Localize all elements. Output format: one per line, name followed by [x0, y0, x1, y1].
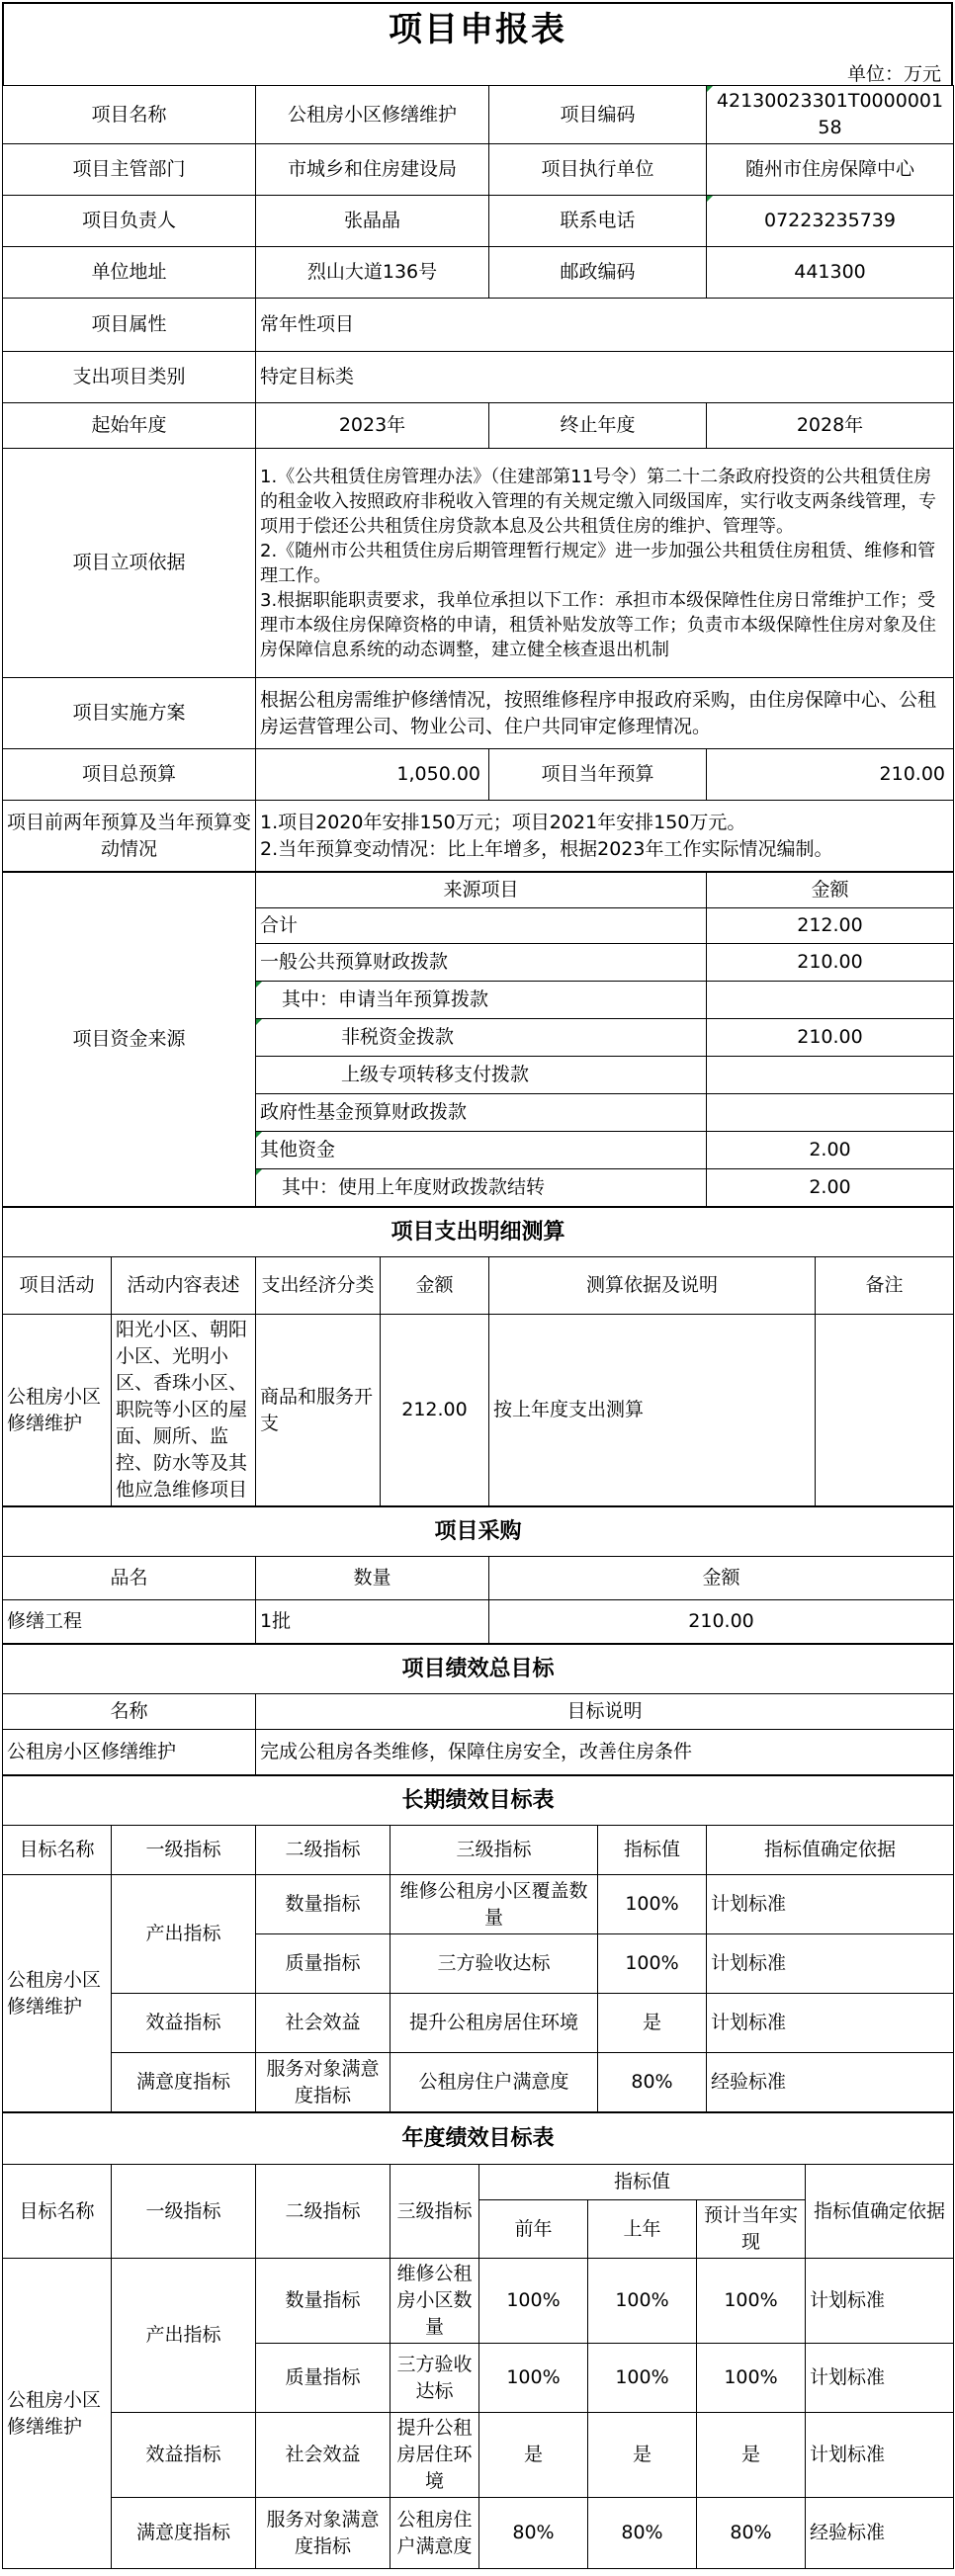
- expense-head: 项目活动: [3, 1257, 112, 1315]
- annual-v2: 是: [588, 2413, 697, 2498]
- funding-head-source: 来源项目: [256, 873, 707, 908]
- perf-head-desc: 目标说明: [256, 1694, 954, 1730]
- annual-l3: 维修公租房小区数量: [391, 2259, 479, 2344]
- dept-label: 项目主管部门: [3, 144, 256, 196]
- zip-label: 邮政编码: [489, 247, 707, 299]
- unit-label: 单位：万元: [846, 63, 941, 85]
- funding-row-amount: [707, 982, 954, 1019]
- start-value: 2023年: [256, 403, 489, 449]
- current-value: 210.00: [707, 749, 954, 801]
- plan-label: 项目实施方案: [3, 678, 256, 749]
- expense-content: 阳光小区、朝阳小区、光明小区、香珠小区、职院等小区的屋面、厕所、监控、防水等及其他应急维修项目: [112, 1315, 256, 1506]
- annual-l1-benefit: 效益指标: [112, 2413, 256, 2498]
- current-label: 项目当年预算: [489, 749, 707, 801]
- project-declaration-form: [2, 2, 953, 2569]
- longterm-l2: 质量指标: [256, 1934, 391, 1994]
- annual-subhead: 上年: [588, 2200, 697, 2259]
- annual-table: [2, 2112, 954, 2569]
- expense-title: 项目支出明细测算: [3, 1208, 954, 1257]
- funding-row-amount: 2.00: [707, 1132, 954, 1169]
- longterm-table: [2, 1775, 954, 2112]
- longterm-basis: 经验标准: [707, 2053, 954, 2112]
- perf-desc: 完成公租房各类维修，保障住房安全，改善住房条件: [256, 1730, 954, 1775]
- name-value: 公租房小区修缮维护: [256, 86, 489, 144]
- attr-label: 项目属性: [3, 299, 256, 352]
- longterm-goal: 公租房小区修缮维护: [3, 1875, 112, 2112]
- longterm-head: 目标名称: [3, 1826, 112, 1875]
- change-label: 项目前两年预算及当年预算变动情况: [3, 801, 256, 872]
- funding-label: 项目资金来源: [3, 873, 256, 1207]
- longterm-l1-benefit: 效益指标: [112, 1994, 256, 2053]
- annual-l1-satisfy: 满意度指标: [112, 2498, 256, 2569]
- annual-head: 一级指标: [112, 2165, 256, 2259]
- annual-l3: 提升公租房居住环境: [391, 2413, 479, 2498]
- funding-row-name: 一般公共预算财政拨款: [256, 944, 707, 982]
- annual-v1: 是: [479, 2413, 588, 2498]
- code-value: 42130023301T000000158: [707, 86, 954, 144]
- perf-name: 公租房小区修缮维护: [3, 1730, 256, 1775]
- type-value: 特定目标类: [256, 352, 954, 403]
- funding-row-name: 合计: [256, 908, 707, 944]
- longterm-l2: 数量指标: [256, 1875, 391, 1934]
- expense-econ: 商品和服务开支: [256, 1315, 381, 1506]
- annual-v3: 是: [697, 2413, 806, 2498]
- start-label: 起始年度: [3, 403, 256, 449]
- basic-info-table: [2, 85, 954, 872]
- expense-note: [816, 1315, 954, 1506]
- code-label: 项目编码: [489, 86, 707, 144]
- longterm-title: 长期绩效目标表: [3, 1776, 954, 1826]
- annual-l2: 质量指标: [256, 2344, 391, 2413]
- longterm-head: 二级指标: [256, 1826, 391, 1875]
- annual-head: 二级指标: [256, 2165, 391, 2259]
- total-value: 1,050.00: [256, 749, 489, 801]
- annual-basis: 经验标准: [806, 2498, 954, 2569]
- annual-subhead: 预计当年实现: [697, 2200, 806, 2259]
- longterm-l2: 社会效益: [256, 1994, 391, 2053]
- annual-v3: 80%: [697, 2498, 806, 2569]
- leader-value: 张晶晶: [256, 196, 489, 247]
- longterm-head: 三级指标: [391, 1826, 598, 1875]
- annual-head: 目标名称: [3, 2165, 112, 2259]
- funding-row-name: 其中：申请当年预算拨款: [256, 982, 707, 1019]
- annual-l2: 服务对象满意度指标: [256, 2498, 391, 2569]
- end-value: 2028年: [707, 403, 954, 449]
- zip-value: 441300: [707, 247, 954, 299]
- annual-head: 指标值: [479, 2165, 806, 2200]
- longterm-value: 80%: [598, 2053, 707, 2112]
- annual-goal: 公租房小区修缮维护: [3, 2259, 112, 2569]
- annual-title: 年度绩效目标表: [3, 2113, 954, 2165]
- funding-table: [2, 872, 954, 1207]
- annual-v3: 100%: [697, 2259, 806, 2344]
- type-label: 支出项目类别: [3, 352, 256, 403]
- longterm-l3: 维修公租房小区覆盖数量: [391, 1875, 598, 1934]
- expense-amount: 212.00: [381, 1315, 489, 1506]
- annual-v2: 80%: [588, 2498, 697, 2569]
- procure-title: 项目采购: [3, 1507, 954, 1557]
- longterm-value: 是: [598, 1994, 707, 2053]
- annual-subhead: 前年: [479, 2200, 588, 2259]
- expense-head: 金额: [381, 1257, 489, 1315]
- phone-label: 联系电话: [489, 196, 707, 247]
- longterm-basis: 计划标准: [707, 1934, 954, 1994]
- procure-head: 数量: [256, 1557, 489, 1600]
- exec-label: 项目执行单位: [489, 144, 707, 196]
- phone-value: 07223235739: [707, 196, 954, 247]
- funding-row-amount: 210.00: [707, 944, 954, 982]
- annual-l2: 数量指标: [256, 2259, 391, 2344]
- annual-basis: 计划标准: [806, 2344, 954, 2413]
- annual-head: 指标值确定依据: [806, 2165, 954, 2259]
- funding-row-amount: 2.00: [707, 1169, 954, 1207]
- form-title: 项目申报表: [2, 2, 953, 55]
- longterm-head: 一级指标: [112, 1826, 256, 1875]
- expense-head: 支出经济分类: [256, 1257, 381, 1315]
- procure-item: 修缮工程: [3, 1600, 256, 1644]
- end-label: 终止年度: [489, 403, 707, 449]
- longterm-l2: 服务对象满意度指标: [256, 2053, 391, 2112]
- procure-head: 金额: [489, 1557, 954, 1600]
- perf-head-name: 名称: [3, 1694, 256, 1730]
- longterm-l1-output: 产出指标: [112, 1875, 256, 1994]
- procure-qty: 1批: [256, 1600, 489, 1644]
- annual-l3: 公租房住户满意度: [391, 2498, 479, 2569]
- longterm-l1-satisfy: 满意度指标: [112, 2053, 256, 2112]
- longterm-value: 100%: [598, 1934, 707, 1994]
- plan-text: 根据公租房需维护修缮情况，按照维修程序申报政府采购，由住房保障中心、公租房运营管理公司、物业公司、住户共同审定修理情况。: [256, 678, 954, 749]
- addr-value: 烈山大道136号: [256, 247, 489, 299]
- annual-basis: 计划标准: [806, 2259, 954, 2344]
- unit-row: [2, 55, 953, 85]
- addr-label: 单位地址: [3, 247, 256, 299]
- funding-row-name: 非税资金拨款: [256, 1019, 707, 1057]
- annual-v1: 80%: [479, 2498, 588, 2569]
- dept-value: 市城乡和住房建设局: [256, 144, 489, 196]
- basis-label: 项目立项依据: [3, 449, 256, 678]
- expense-head: 备注: [816, 1257, 954, 1315]
- perf-title: 项目绩效总目标: [3, 1645, 954, 1694]
- funding-row-name: 政府性基金预算财政拨款: [256, 1094, 707, 1132]
- longterm-l3: 三方验收达标: [391, 1934, 598, 1994]
- annual-l3: 三方验收达标: [391, 2344, 479, 2413]
- annual-l1-output: 产出指标: [112, 2259, 256, 2413]
- annual-head: 三级指标: [391, 2165, 479, 2259]
- longterm-l3: 提升公租房居住环境: [391, 1994, 598, 2053]
- expense-table: [2, 1207, 954, 1506]
- funding-row-amount: [707, 1057, 954, 1094]
- funding-row-name: 上级专项转移支付拨款: [256, 1057, 707, 1094]
- longterm-head: 指标值确定依据: [707, 1826, 954, 1875]
- expense-head: 活动内容表述: [112, 1257, 256, 1315]
- procure-head: 品名: [3, 1557, 256, 1600]
- funding-row-amount: [707, 1094, 954, 1132]
- exec-value: 随州市住房保障中心: [707, 144, 954, 196]
- longterm-l3: 公租房住户满意度: [391, 2053, 598, 2112]
- longterm-value: 100%: [598, 1875, 707, 1934]
- longterm-basis: 计划标准: [707, 1994, 954, 2053]
- longterm-head: 指标值: [598, 1826, 707, 1875]
- attr-value: 常年性项目: [256, 299, 954, 352]
- perf-table: [2, 1644, 954, 1775]
- funding-row-name: 其他资金: [256, 1132, 707, 1169]
- annual-v2: 100%: [588, 2344, 697, 2413]
- change-text: 1.项目2020年安排150万元；项目2021年安排150万元。 2.当年预算变动情况：比上年增多，根据2023年工作实际情况编制。: [256, 801, 954, 872]
- leader-label: 项目负责人: [3, 196, 256, 247]
- annual-v1: 100%: [479, 2344, 588, 2413]
- expense-basis: 按上年度支出测算: [489, 1315, 816, 1506]
- annual-l2: 社会效益: [256, 2413, 391, 2498]
- annual-basis: 计划标准: [806, 2413, 954, 2498]
- funding-row-amount: 210.00: [707, 1019, 954, 1057]
- procure-amount: 210.00: [489, 1600, 954, 1644]
- total-label: 项目总预算: [3, 749, 256, 801]
- expense-activity: 公租房小区修缮维护: [3, 1315, 112, 1506]
- longterm-basis: 计划标准: [707, 1875, 954, 1934]
- funding-head-amount: 金额: [707, 873, 954, 908]
- basis-text: 1.《公共租赁住房管理办法》（住建部第11号令）第二十二条政府投资的公共租赁住房的租金收入按照政府非税收入管理的有关规定缴入同级国库，实行收支两条线管理，专项用于偿还公共租赁住房贷款本息及公共租赁住房的维护、管理等。 2.《随州市公共租赁住房后期管理暂行规定》进一步加强公共租赁住房租赁、维修和管理工作。 3.根据职能职责要求，我单位承担以下工作：承担市本级保障性住房日常维护工作；受理市本级住房保障资格的申请，租赁补贴发放等工作；负责市本级保障性住房对象及住房保障信息系统的动态调整，建立健全核查退出机制: [256, 449, 954, 678]
- annual-v1: 100%: [479, 2259, 588, 2344]
- annual-v2: 100%: [588, 2259, 697, 2344]
- funding-row-amount: 212.00: [707, 908, 954, 944]
- name-label: 项目名称: [3, 86, 256, 144]
- funding-row-name: 其中：使用上年度财政拨款结转: [256, 1169, 707, 1207]
- annual-v3: 100%: [697, 2344, 806, 2413]
- procure-table: [2, 1506, 954, 1644]
- expense-head: 测算依据及说明: [489, 1257, 816, 1315]
